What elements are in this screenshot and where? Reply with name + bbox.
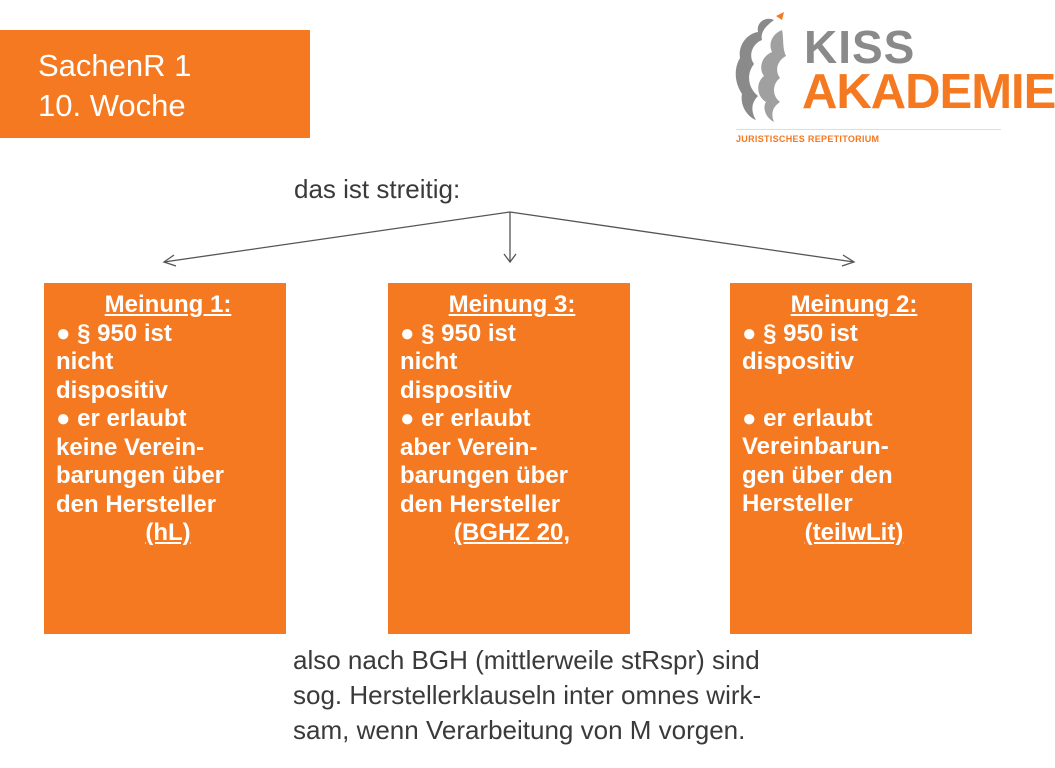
opinion-title: Meinung 2: bbox=[790, 291, 918, 318]
conclusion-line: also nach BGH (mittlerweile stRspr) sind bbox=[293, 645, 760, 675]
opinion-line: ● § 950 ist bbox=[742, 319, 858, 347]
opinion-citation: (hL) bbox=[145, 519, 191, 546]
opinion-line: dispositiv bbox=[742, 348, 855, 375]
opinion-line: dispositiv bbox=[400, 376, 513, 404]
dispute-heading: das ist streitig: bbox=[294, 174, 461, 204]
opinion-line: keine Verein- bbox=[56, 433, 205, 461]
opinion-box-1 bbox=[44, 283, 286, 634]
opinion-line: ● er erlaubt bbox=[56, 405, 187, 432]
slide-title-week: 10. Woche bbox=[38, 88, 186, 123]
slide-title-course: SachenR 1 bbox=[38, 48, 192, 83]
conclusion-line: sog. Herstellerklauseln inter omnes wirk- bbox=[293, 680, 762, 710]
conclusion-text bbox=[293, 643, 953, 748]
logo-subtitle: JURISTISCHES REPETITORIUM bbox=[736, 129, 1001, 144]
arrow-to-opinion-1 bbox=[164, 212, 510, 262]
arrow-to-opinion-2 bbox=[510, 212, 854, 262]
opinion-title: Meinung 3: bbox=[448, 291, 576, 318]
conclusion-line: sam, wenn Verarbeitung von M vorgen. bbox=[293, 715, 746, 745]
opinion-line: dispositiv bbox=[56, 376, 169, 404]
logo-akademie-text: AKADEMIE bbox=[802, 65, 1055, 119]
opinion-line: ● er erlaubt bbox=[742, 404, 873, 432]
opinion-line: barungen über bbox=[400, 462, 569, 489]
opinion-line: barungen über bbox=[56, 462, 225, 489]
opinion-line: nicht bbox=[400, 348, 458, 375]
opinion-line: nicht bbox=[56, 348, 114, 375]
opinion-line: ● § 950 ist bbox=[400, 319, 516, 347]
opinion-citation: (BGHZ 20, bbox=[453, 519, 570, 546]
opinion-line: Vereinbarun- bbox=[742, 433, 889, 460]
opinion-line: den Hersteller bbox=[56, 490, 217, 518]
opinion-citation: (teilwLit) bbox=[804, 518, 904, 546]
opinion-line: den Hersteller bbox=[400, 490, 561, 518]
opinion-line: gen über den bbox=[742, 461, 893, 489]
opinion-box-2 bbox=[730, 283, 972, 634]
opinion-box-3 bbox=[388, 283, 630, 634]
opinion-line: Hersteller bbox=[742, 490, 853, 517]
opinion-line: ● er erlaubt bbox=[400, 405, 531, 432]
opinion-line: ● § 950 ist bbox=[56, 319, 172, 347]
opinion-spacer bbox=[742, 377, 966, 405]
logo-kiss-text: KISS bbox=[804, 21, 916, 73]
opinion-line: aber Verein- bbox=[400, 433, 538, 461]
opinion-title: Meinung 1: bbox=[104, 291, 232, 318]
